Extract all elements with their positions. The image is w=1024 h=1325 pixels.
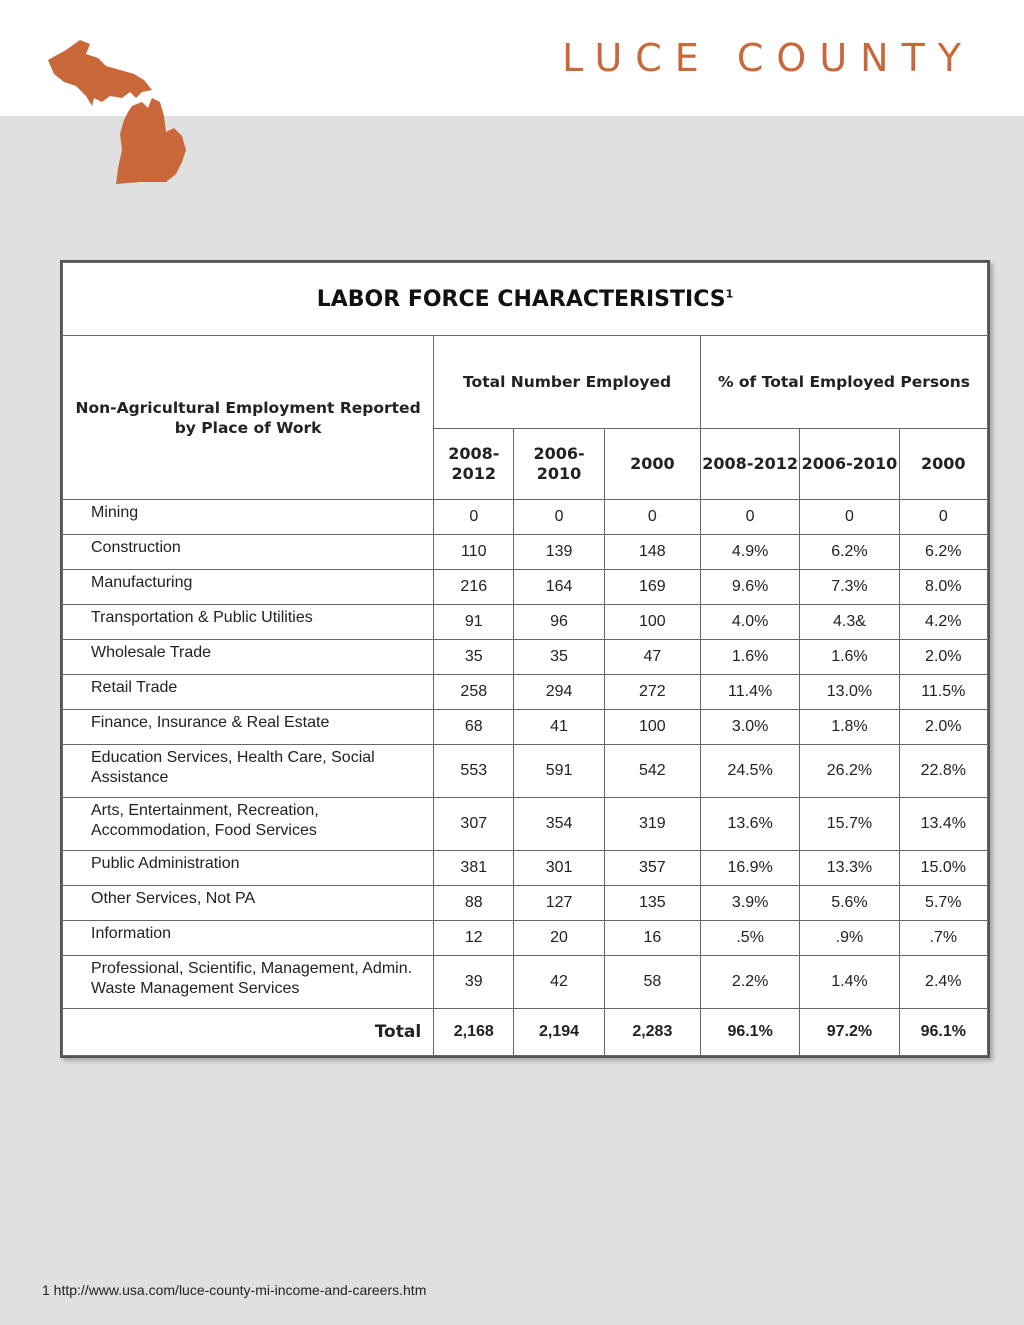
row-label: Professional, Scientific, Management, Admin. Waste Management Services bbox=[63, 956, 434, 1009]
title-footnote-mark: 1 bbox=[725, 287, 734, 301]
row-label: Mining bbox=[63, 500, 434, 535]
row-value: 1.4% bbox=[800, 956, 899, 1009]
year-header: 2000 bbox=[899, 429, 987, 500]
row-value: 58 bbox=[604, 956, 700, 1009]
row-value: 15.0% bbox=[899, 851, 987, 886]
table-row bbox=[63, 675, 988, 710]
row-value: 15.7% bbox=[800, 798, 899, 851]
table-row bbox=[63, 640, 988, 675]
year-header: 2008-2012 bbox=[434, 429, 514, 500]
row-value: 307 bbox=[434, 798, 514, 851]
row-value: 11.4% bbox=[700, 675, 799, 710]
row-value: 100 bbox=[604, 710, 700, 745]
row-value: 110 bbox=[434, 535, 514, 570]
year-header: 2008-2012 bbox=[700, 429, 799, 500]
row-value: 13.4% bbox=[899, 798, 987, 851]
row-value: 301 bbox=[514, 851, 604, 886]
row-label: Transportation & Public Utilities bbox=[63, 605, 434, 640]
row-value: 148 bbox=[604, 535, 700, 570]
table-row bbox=[63, 570, 988, 605]
row-value: 39 bbox=[434, 956, 514, 1009]
row-label: Information bbox=[63, 921, 434, 956]
row-value: 0 bbox=[434, 500, 514, 535]
row-value: 6.2% bbox=[800, 535, 899, 570]
row-value: 16.9% bbox=[700, 851, 799, 886]
row-value: 381 bbox=[434, 851, 514, 886]
row-value: 0 bbox=[700, 500, 799, 535]
table-title-cell bbox=[63, 263, 988, 336]
total-value: 96.1% bbox=[899, 1009, 987, 1056]
row-value: .9% bbox=[800, 921, 899, 956]
row-value: 35 bbox=[514, 640, 604, 675]
row-value: 294 bbox=[514, 675, 604, 710]
labor-force-table bbox=[62, 262, 988, 1056]
row-value: 591 bbox=[514, 745, 604, 798]
row-label: Construction bbox=[63, 535, 434, 570]
row-value: 11.5% bbox=[899, 675, 987, 710]
row-value: 3.0% bbox=[700, 710, 799, 745]
row-value: 0 bbox=[899, 500, 987, 535]
row-value: 0 bbox=[800, 500, 899, 535]
row-value: 13.3% bbox=[800, 851, 899, 886]
table-row bbox=[63, 535, 988, 570]
row-value: 4.0% bbox=[700, 605, 799, 640]
michigan-state-map-icon bbox=[40, 36, 200, 188]
row-value: 1.6% bbox=[800, 640, 899, 675]
row-value: 4.3& bbox=[800, 605, 899, 640]
table-row bbox=[63, 605, 988, 640]
row-value: 4.9% bbox=[700, 535, 799, 570]
row-value: 13.0% bbox=[800, 675, 899, 710]
total-value: 97.2% bbox=[800, 1009, 899, 1056]
row-value: 68 bbox=[434, 710, 514, 745]
row-label: Manufacturing bbox=[63, 570, 434, 605]
row-value: 127 bbox=[514, 886, 604, 921]
row-value: 164 bbox=[514, 570, 604, 605]
row-label: Education Services, Health Care, Social Assistance bbox=[63, 745, 434, 798]
row-label: Other Services, Not PA bbox=[63, 886, 434, 921]
row-value: 4.2% bbox=[899, 605, 987, 640]
total-value: 96.1% bbox=[700, 1009, 799, 1056]
table-row bbox=[63, 710, 988, 745]
row-value: 42 bbox=[514, 956, 604, 1009]
row-value: 542 bbox=[604, 745, 700, 798]
total-value: 2,283 bbox=[604, 1009, 700, 1056]
row-value: 12 bbox=[434, 921, 514, 956]
row-value: 139 bbox=[514, 535, 604, 570]
table-row bbox=[63, 745, 988, 798]
row-value: 0 bbox=[514, 500, 604, 535]
row-label: Retail Trade bbox=[63, 675, 434, 710]
row-value: 169 bbox=[604, 570, 700, 605]
row-value: 553 bbox=[434, 745, 514, 798]
table-row bbox=[63, 851, 988, 886]
labor-force-table-container bbox=[60, 260, 990, 1058]
table-row bbox=[63, 798, 988, 851]
row-value: 88 bbox=[434, 886, 514, 921]
row-value: 2.2% bbox=[700, 956, 799, 1009]
row-value: 3.9% bbox=[700, 886, 799, 921]
row-value: 272 bbox=[604, 675, 700, 710]
table-row bbox=[63, 921, 988, 956]
row-value: .7% bbox=[899, 921, 987, 956]
row-value: 258 bbox=[434, 675, 514, 710]
row-label: Finance, Insurance & Real Estate bbox=[63, 710, 434, 745]
county-title: LUCE COUNTY bbox=[562, 36, 974, 80]
row-value: 16 bbox=[604, 921, 700, 956]
year-header: 2006-2010 bbox=[514, 429, 604, 500]
row-label: Arts, Entertainment, Recreation, Accommodation, Food Services bbox=[63, 798, 434, 851]
table-row bbox=[63, 886, 988, 921]
table-title: LABOR FORCE CHARACTERISTICS bbox=[316, 286, 726, 312]
row-value: 20 bbox=[514, 921, 604, 956]
row-value: 41 bbox=[514, 710, 604, 745]
row-value: 2.0% bbox=[899, 710, 987, 745]
row-label: Wholesale Trade bbox=[63, 640, 434, 675]
year-header: 2000 bbox=[604, 429, 700, 500]
row-value: 1.6% bbox=[700, 640, 799, 675]
row-value: 135 bbox=[604, 886, 700, 921]
table-row bbox=[63, 956, 988, 1009]
table-row bbox=[63, 500, 988, 535]
group-header-total-employed: Total Number Employed bbox=[434, 336, 701, 429]
row-header: Non-Agricultural Employment Reported by Place of Work bbox=[63, 336, 434, 500]
row-value: 357 bbox=[604, 851, 700, 886]
row-value: 319 bbox=[604, 798, 700, 851]
year-header: 2006-2010 bbox=[800, 429, 899, 500]
row-label: Public Administration bbox=[63, 851, 434, 886]
total-label: Total bbox=[63, 1009, 434, 1056]
row-value: 5.6% bbox=[800, 886, 899, 921]
row-value: 2.0% bbox=[899, 640, 987, 675]
row-value: 216 bbox=[434, 570, 514, 605]
row-value: 96 bbox=[514, 605, 604, 640]
row-value: 9.6% bbox=[700, 570, 799, 605]
footnote: 1 http://www.usa.com/luce-county-mi-income-and-careers.htm bbox=[42, 1282, 427, 1298]
row-value: 13.6% bbox=[700, 798, 799, 851]
row-value: 24.5% bbox=[700, 745, 799, 798]
row-value: 8.0% bbox=[899, 570, 987, 605]
row-value: 6.2% bbox=[899, 535, 987, 570]
row-value: 0 bbox=[604, 500, 700, 535]
row-value: 91 bbox=[434, 605, 514, 640]
row-value: .5% bbox=[700, 921, 799, 956]
row-value: 47 bbox=[604, 640, 700, 675]
row-value: 7.3% bbox=[800, 570, 899, 605]
table-body bbox=[63, 500, 988, 1009]
row-value: 100 bbox=[604, 605, 700, 640]
group-header-percent-employed: % of Total Employed Persons bbox=[700, 336, 987, 429]
row-value: 1.8% bbox=[800, 710, 899, 745]
total-value: 2,194 bbox=[514, 1009, 604, 1056]
row-value: 22.8% bbox=[899, 745, 987, 798]
row-value: 354 bbox=[514, 798, 604, 851]
row-value: 5.7% bbox=[899, 886, 987, 921]
row-value: 2.4% bbox=[899, 956, 987, 1009]
row-value: 35 bbox=[434, 640, 514, 675]
row-value: 26.2% bbox=[800, 745, 899, 798]
total-value: 2,168 bbox=[434, 1009, 514, 1056]
